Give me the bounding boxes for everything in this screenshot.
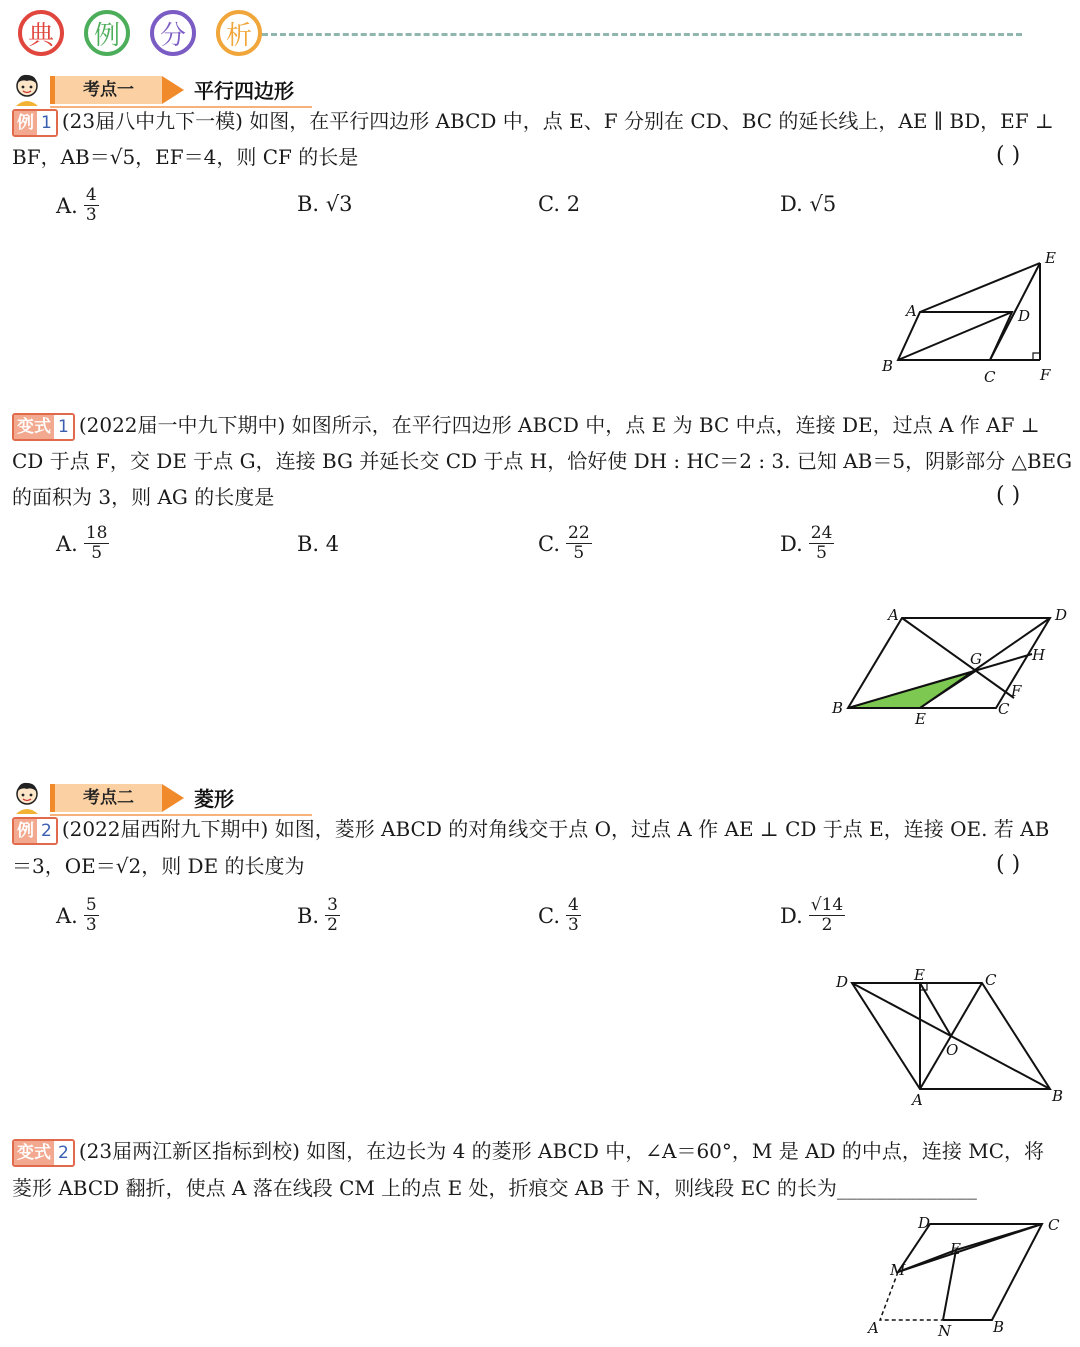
- figure-rhombus-2: [860, 1210, 1070, 1345]
- section-title: 平行四边形: [194, 79, 294, 103]
- option-d[interactable]: D. $\frac{√14}{2}$: [780, 895, 844, 935]
- label-a: A: [912, 1091, 923, 1109]
- option-a[interactable]: A. $\frac{5}{3}$: [56, 895, 97, 935]
- option-d[interactable]: D. $\frac{24}{5}$: [780, 523, 833, 563]
- answer-parentheses: ( ): [996, 852, 1021, 877]
- header-char-3: 分: [150, 10, 196, 56]
- option-c[interactable]: C. $\frac{22}{5}$: [538, 523, 590, 563]
- label-n: N: [938, 1322, 952, 1340]
- option-b[interactable]: B. $\frac{3}{2}$: [297, 895, 338, 935]
- figure-parallelogram-1: [870, 245, 1070, 390]
- label-e: E: [915, 710, 926, 728]
- question-text: (2022届一中九下期中) 如图所示，在平行四边形 ABCD 中，点 E 为 BC 中点，连接 DE，过点 A 作 AF ⊥: [78, 413, 1040, 437]
- figure-parallelogram-2: [820, 600, 1075, 730]
- section-tag: 考点二: [50, 784, 162, 812]
- label-b: B: [882, 357, 894, 375]
- header-char-4: 析: [216, 10, 262, 56]
- question-text: (2022届西附九下期中) 如图，菱形 ABCD 的对角线交于点 O，过点 A 作 AE ⊥ CD 于点 E，连接 OE. 若 AB: [61, 817, 1050, 841]
- label-e: E: [1045, 249, 1056, 267]
- question-text-line2: ＝3，OE＝√2，则 DE 的长度为: [12, 854, 305, 878]
- question-text: (23届两江新区指标到校) 如图，在边长为 4 的菱形 ABCD 中，∠A＝60°，M 是 AD 的中点，连接 MC，将: [78, 1139, 1045, 1163]
- question-text-line2: BF，AB＝√5，EF＝4，则 CF 的长是: [12, 145, 359, 169]
- option-c[interactable]: C. $\frac{4}{3}$: [538, 895, 579, 935]
- option-d[interactable]: D. √5: [780, 192, 837, 216]
- label-f: F: [1040, 366, 1051, 384]
- option-b[interactable]: B. √3: [297, 192, 353, 216]
- label-b: B: [832, 699, 844, 717]
- question-line: [12, 410, 1040, 441]
- question-text-line2: 菱形 ABCD 翻折，使点 A 落在线段 CM 上的点 E 处，折痕交 AB 于 N，则线段 EC 的长为______________: [12, 1176, 977, 1200]
- answer-parentheses: ( ): [996, 483, 1021, 508]
- label-a: A: [888, 606, 899, 624]
- question-line: [12, 814, 1049, 845]
- question-line: [12, 1136, 1044, 1167]
- header-char-1: 典: [18, 10, 64, 56]
- section-title: 菱形: [194, 787, 234, 811]
- question-text: (23届八中九下一模) 如图，在平行四边形 ABCD 中，点 E、F 分别在 CD、BC 的延长线上，AE ∥ BD，EF ⊥: [61, 109, 1054, 133]
- question-text-line2: CD 于点 F，交 DE 于点 G，连接 BG 并延长交 CD 于点 H，恰好使 DH : HC＝2 : 3. 已知 AB＝5，阴影部分 △BEG: [12, 449, 1073, 473]
- option-a[interactable]: A. $\frac{4}{3}$: [56, 185, 97, 225]
- label-d: D: [1018, 307, 1031, 325]
- tag-arrow-icon: [162, 76, 184, 104]
- label-h: H: [1032, 646, 1046, 664]
- question-badge: 变式 2: [12, 1139, 75, 1167]
- label-o: O: [946, 1041, 959, 1059]
- label-c: C: [984, 368, 996, 386]
- label-d: D: [1055, 606, 1068, 624]
- answer-blank[interactable]: ______________: [836, 1176, 977, 1200]
- option-a[interactable]: A. $\frac{18}{5}$: [56, 523, 108, 563]
- figure-rhombus-1: [830, 965, 1070, 1110]
- answer-parentheses: ( ): [996, 143, 1021, 168]
- label-c: C: [998, 700, 1010, 718]
- option-b[interactable]: B. 4: [297, 532, 340, 556]
- label-c: C: [985, 971, 997, 989]
- label-b: B: [1052, 1087, 1064, 1105]
- question-text-line3: 的面积为 3，则 AG 的长度是: [12, 485, 275, 509]
- label-m: M: [890, 1261, 906, 1279]
- label-f: F: [1011, 682, 1022, 700]
- label-e: E: [914, 966, 925, 984]
- question-line: [12, 106, 1054, 137]
- label-a: A: [906, 302, 917, 320]
- header-char-2: 例: [84, 10, 130, 56]
- label-b: B: [993, 1318, 1005, 1336]
- label-g: G: [970, 650, 982, 668]
- student-avatar-icon: [10, 72, 44, 106]
- question-badge: 例 2: [12, 817, 58, 845]
- label-d: D: [836, 973, 849, 991]
- label-e: E: [950, 1240, 961, 1258]
- question-badge: 例 1: [12, 109, 58, 137]
- question-badge: 变式 1: [12, 413, 75, 441]
- label-c: C: [1048, 1216, 1060, 1234]
- header-divider: [262, 33, 1022, 36]
- section-tag: 考点一: [50, 76, 162, 104]
- tag-arrow-icon: [162, 784, 184, 812]
- student-avatar-icon: [10, 780, 44, 814]
- label-d: D: [918, 1214, 931, 1232]
- label-a: A: [868, 1319, 879, 1337]
- option-c[interactable]: C. 2: [538, 192, 581, 216]
